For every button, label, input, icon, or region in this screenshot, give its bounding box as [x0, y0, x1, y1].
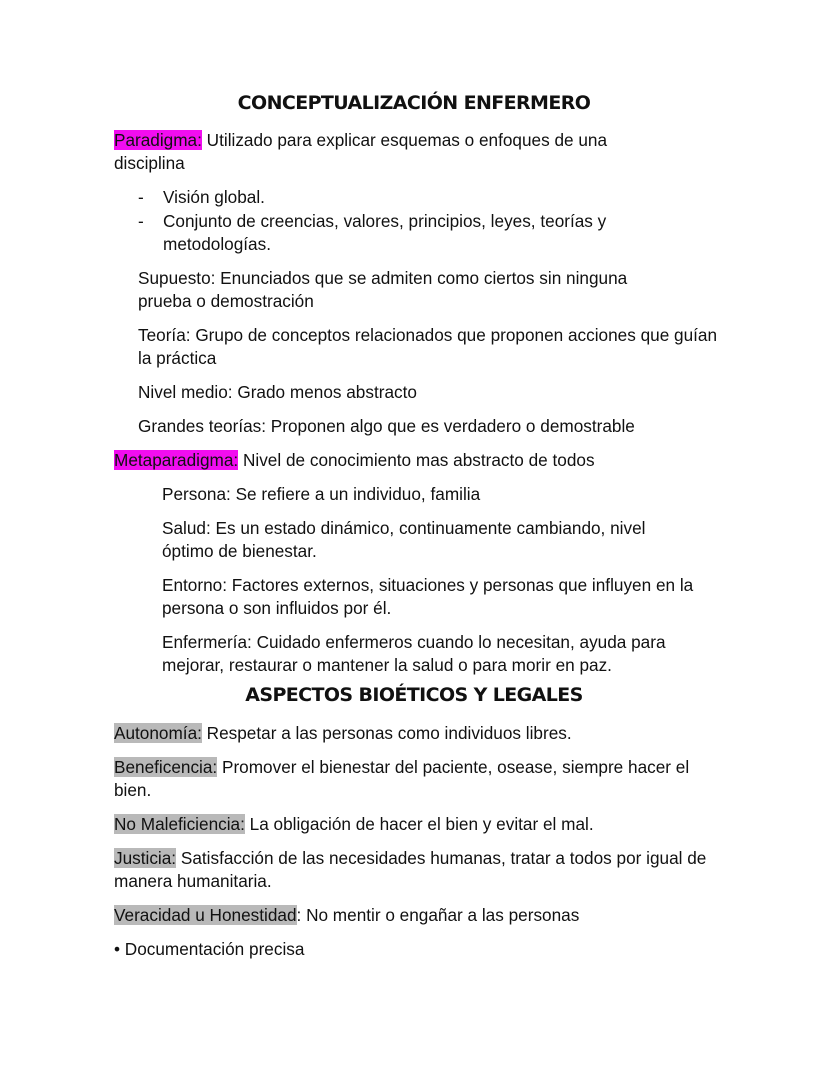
bullet-dash: -: [138, 187, 144, 207]
metaparadigma-entorno: Entorno: Factores externos, situaciones y personas que influyen en la persona o son influidos por él.: [162, 575, 694, 618]
concept-supuesto: Supuesto: Enunciados que se admiten como ciertos sin ninguna prueba o demostración: [138, 268, 628, 311]
paradigma-bullet-item: Visión global.: [163, 187, 265, 207]
concept-grandes-teorias: Grandes teorías: Proponen algo que es verdadero o demostrable: [138, 416, 635, 436]
principle-definition: : No mentir o engañar a las personas: [296, 905, 580, 925]
principle-term: No Maleficiencia:: [114, 814, 245, 834]
principle-term: Justicia:: [114, 848, 177, 868]
principle-no-maleficiencia: [114, 813, 734, 836]
principle-definition: La obligación de hacer el bien y evitar el mal.: [244, 814, 594, 834]
principle-term: Beneficencia:: [114, 757, 218, 777]
principle-autonomia: [114, 722, 734, 745]
principle-veracidad: [114, 904, 734, 927]
principle-definition: Respetar a las personas como individuos libres.: [201, 723, 572, 743]
metaparadigma-salud: Salud: Es un estado dinámico, continuamente cambiando, nivel óptimo de bienestar.: [162, 518, 646, 561]
paradigma-definition: Utilizado para explicar esquemas o enfoques de una disciplina: [114, 130, 608, 173]
principle-definition: Satisfacción de las necesidades humanas, tratar a todos por igual de manera humanitaria.: [114, 848, 707, 891]
paradigma-paragraph: [114, 129, 674, 175]
section-title-conceptualizacion: CONCEPTUALIZACIÓN ENFERMERO: [237, 92, 591, 114]
documentacion-text: Documentación precisa: [120, 939, 305, 959]
principle-definition: Promover el bienestar del paciente, osease, siempre hacer el bien.: [114, 757, 690, 800]
principle-justicia: [114, 847, 724, 893]
concept-nivel-medio: Nivel medio: Grado menos abstracto: [138, 382, 417, 402]
bullet-dash: -: [138, 211, 144, 231]
paradigma-term: Paradigma:: [114, 130, 202, 150]
principle-term: Veracidad u Honestidad: [114, 905, 297, 925]
principle-beneficencia: [114, 756, 714, 802]
metaparadigma-persona: Persona: Se refiere a un individuo, familia: [162, 484, 481, 504]
bullet-dot-icon: •: [114, 939, 121, 959]
section-title-aspectos-bioeticos: ASPECTOS BIOÉTICOS Y LEGALES: [245, 684, 583, 706]
metaparadigma-definition: Nivel de conocimiento mas abstracto de todos: [238, 450, 595, 470]
concept-teoria: Teoría: Grupo de conceptos relacionados que proponen acciones que guían la práctica: [138, 325, 718, 368]
documentacion-bullet: [114, 938, 714, 961]
metaparadigma-term: Metaparadigma:: [114, 450, 239, 470]
metaparadigma-paragraph: [114, 449, 754, 472]
paradigma-bullet-item: Conjunto de creencias, valores, principios, leyes, teorías y metodologías.: [163, 211, 607, 254]
principle-term: Autonomía:: [114, 723, 202, 743]
metaparadigma-enfermeria: Enfermería: Cuidado enfermeros cuando lo necesitan, ayuda para mejorar, restaurar o mantener la salud o para morir en paz.: [162, 632, 666, 675]
